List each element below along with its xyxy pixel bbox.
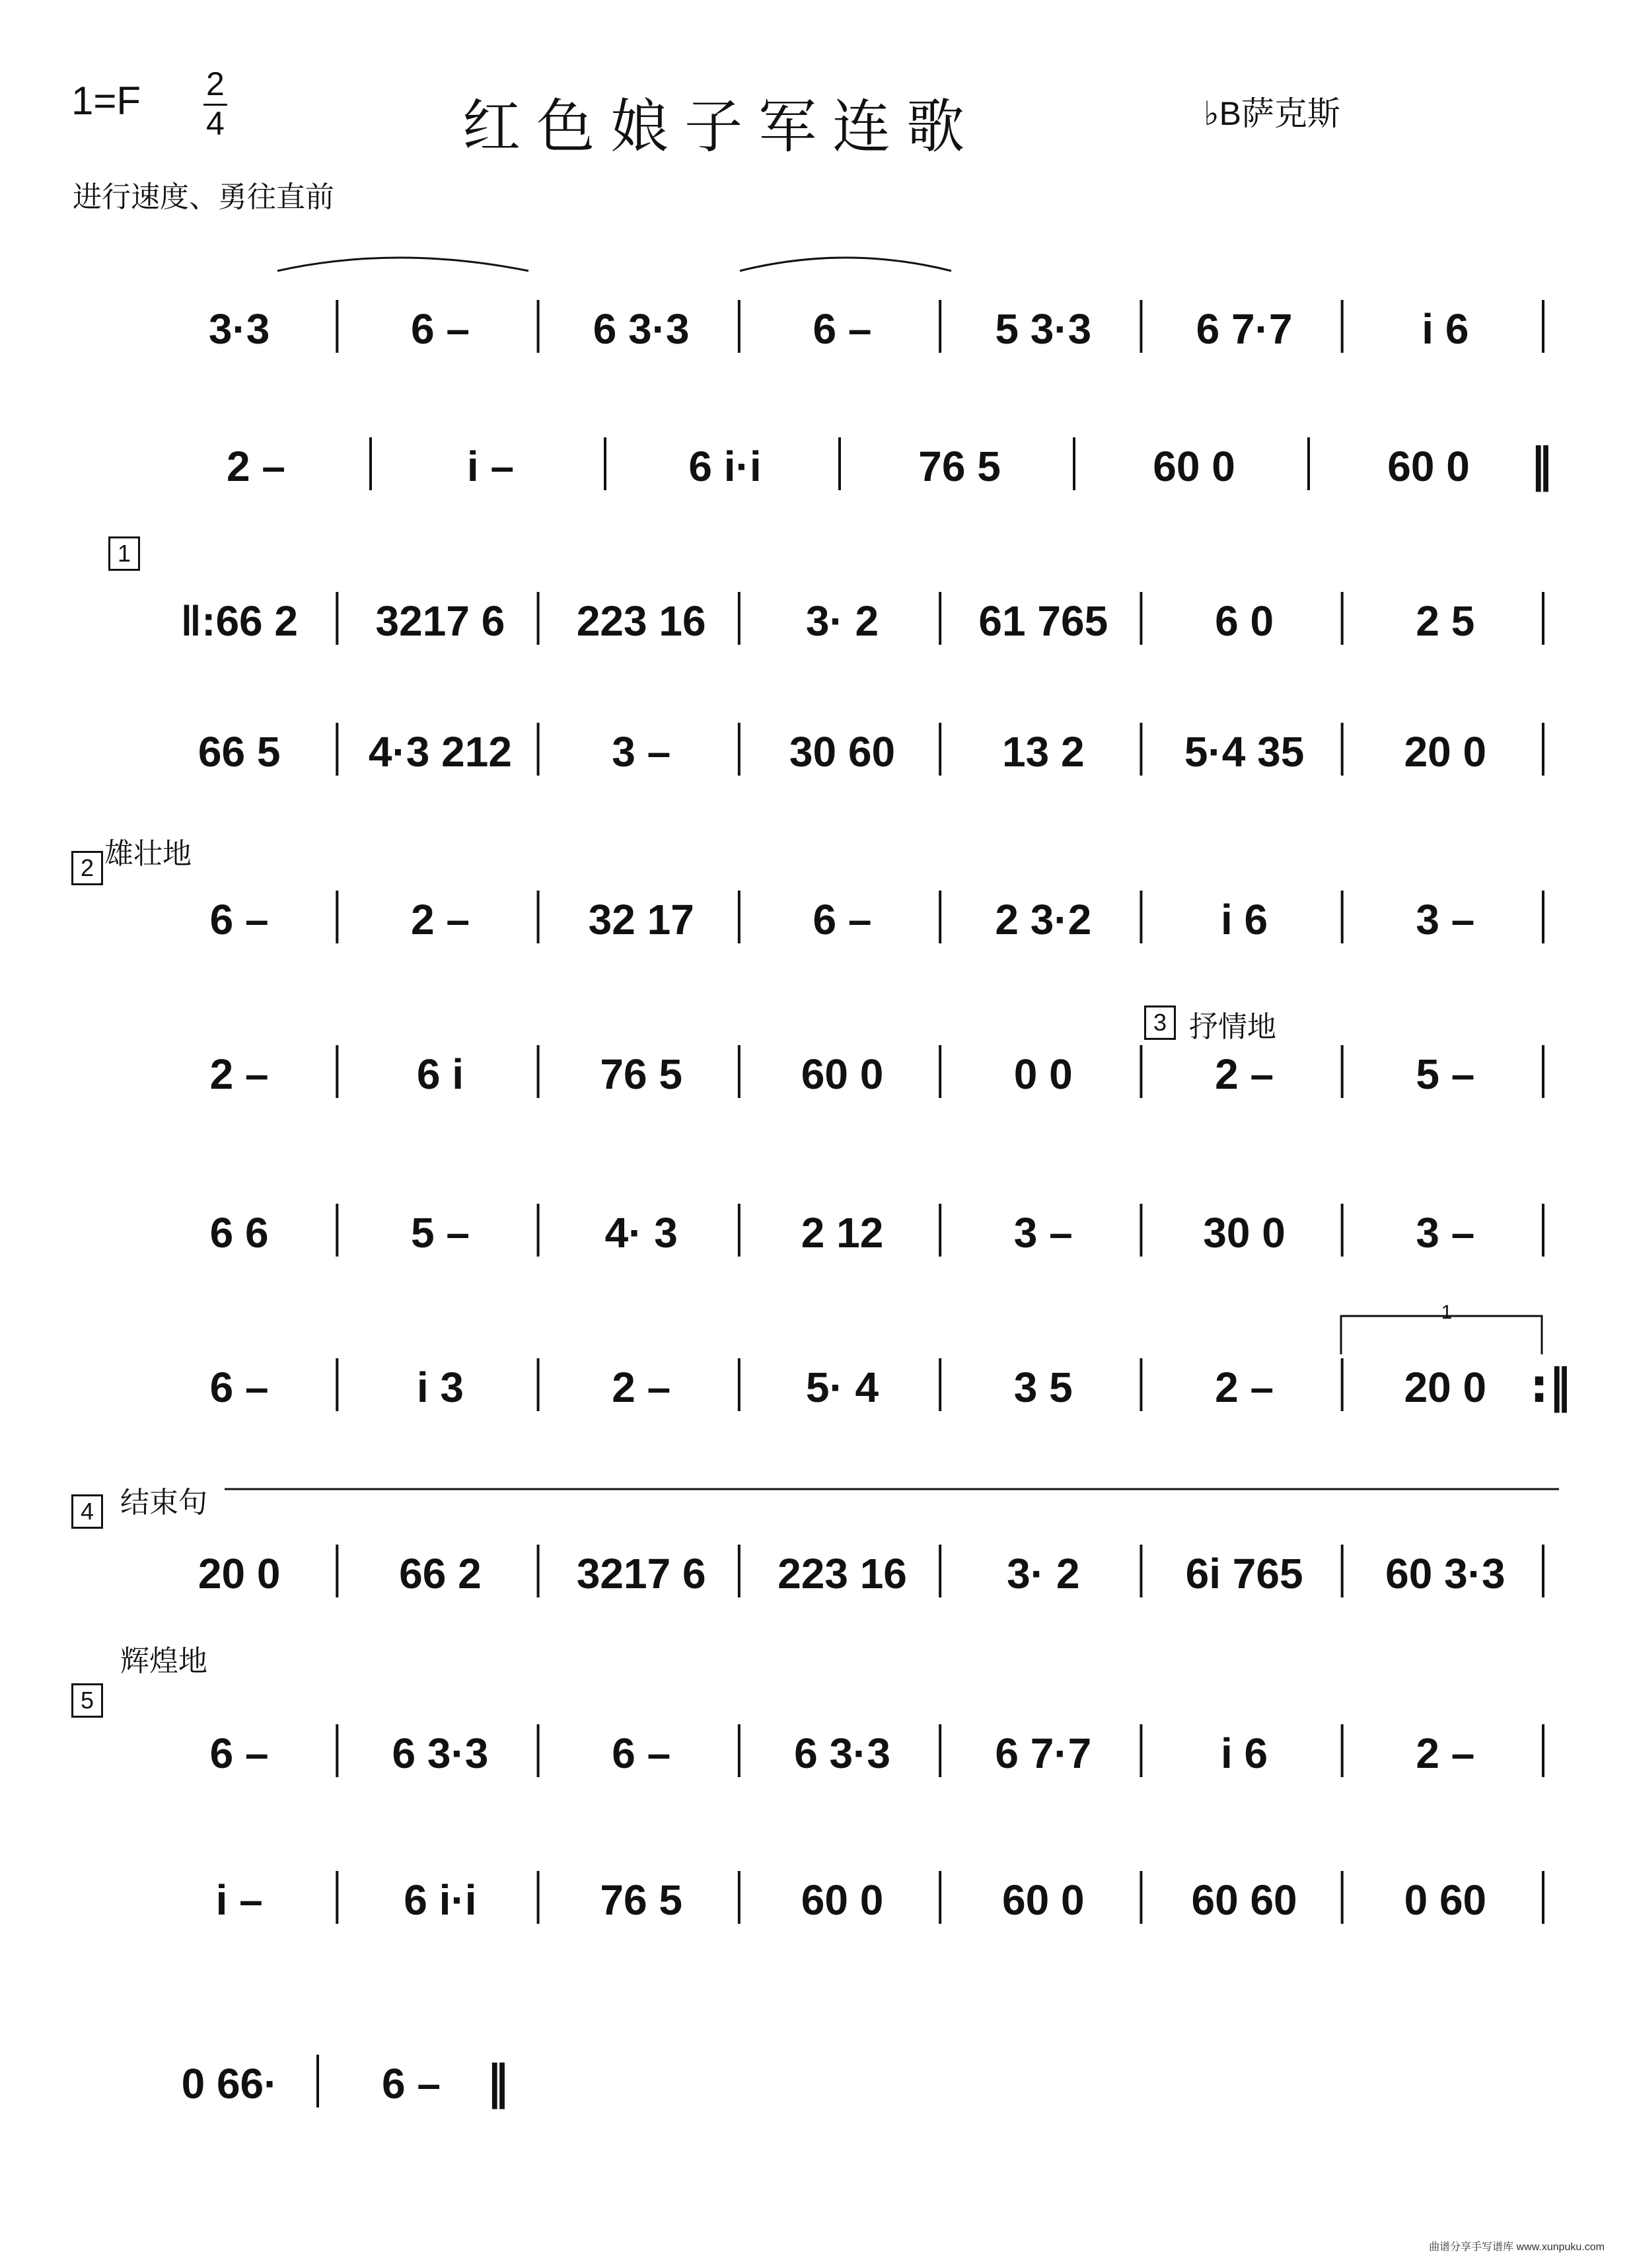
- key-signature: 1=F: [71, 79, 141, 123]
- line-8-measure-4: 5· 4: [805, 1364, 879, 1411]
- line-9-measure-1: 20 0: [198, 1550, 281, 1597]
- slur-line-1-a: [277, 258, 528, 271]
- line-8-measure-2: i 3: [416, 1364, 464, 1411]
- line-12-measure-1: 0 66·: [181, 2060, 278, 2107]
- line-7-measure-5: 3 –: [1013, 1209, 1073, 1257]
- line-9-measure-2: 66 2: [399, 1550, 482, 1597]
- line-10-measure-1: 6 –: [209, 1730, 269, 1777]
- tempo-marking: 进行速度、勇往直前: [73, 181, 334, 213]
- line-7-measure-6: 30 0: [1203, 1209, 1286, 1257]
- line-7-measure-7: 3 –: [1416, 1209, 1475, 1257]
- line-2-final-barline: ‖: [1530, 438, 1553, 492]
- line-2-measure-1: 2 –: [227, 443, 285, 490]
- line-10-measure-7: 2 –: [1416, 1730, 1475, 1777]
- line-5-measure-6: i 6: [1220, 896, 1268, 943]
- line-9-measure-3: 3217 6: [576, 1550, 706, 1597]
- line-5-measure-1: 6 –: [209, 896, 269, 943]
- line-6-measure-5: 0 0: [1013, 1050, 1073, 1098]
- line-2-measure-5: 60 0: [1153, 443, 1235, 490]
- line-10-measure-2: 6 3·3: [392, 1730, 489, 1777]
- line-10-measure-5: 6 7·7: [995, 1730, 1092, 1777]
- line-3-measure-1: ‖:66 2: [180, 597, 299, 645]
- line-3-measure-6: 6 0: [1215, 597, 1274, 645]
- slur-line-1-b: [740, 258, 951, 271]
- line-10-measure-6: i 6: [1220, 1730, 1268, 1777]
- line-1-measure-7: i 6: [1422, 305, 1469, 353]
- line-3-measure-3: 223 16: [576, 597, 706, 645]
- line-10-measure-4: 6 3·3: [794, 1730, 890, 1777]
- line-1-measure-3: 6 3·3: [593, 305, 690, 353]
- expression-lyrical: 抒情地: [1189, 1011, 1276, 1043]
- line-2-measure-4: 76 5: [918, 443, 1001, 490]
- line-9-measure-5: 3· 2: [1007, 1550, 1080, 1597]
- line-2-measure-3: 6 i·i: [688, 443, 762, 490]
- line-8-measure-5: 3 5: [1013, 1364, 1073, 1411]
- line-3-measure-4: 3· 2: [805, 597, 879, 645]
- line-11-measure-3: 76 5: [600, 1876, 682, 1924]
- section-box-3: 3: [1144, 1006, 1176, 1040]
- line-6-measure-1: 2 –: [209, 1050, 269, 1098]
- line-7-measure-2: 5 –: [410, 1209, 470, 1257]
- line-6-measure-6: 2 –: [1215, 1050, 1274, 1098]
- line-4-measure-6: 5·4 35: [1184, 728, 1305, 776]
- line-8-measure-6: 2 –: [1215, 1364, 1274, 1411]
- line-9-measure-4: 223 16: [778, 1550, 907, 1597]
- line-11-measure-6: 60 60: [1191, 1876, 1297, 1924]
- section-box-2: 2: [71, 851, 103, 885]
- section-box-4: 4: [71, 1494, 103, 1529]
- line-7-measure-1: 6 6: [209, 1209, 269, 1257]
- expression-brilliant: 辉煌地: [120, 1645, 207, 1677]
- line-7-measure-4: 2 12: [801, 1209, 884, 1257]
- section-box-5: 5: [71, 1683, 103, 1718]
- line-11-measure-5: 60 0: [1002, 1876, 1085, 1924]
- line-9-measure-6: 6i 765: [1185, 1550, 1303, 1597]
- line-1-measure-2: 6 –: [410, 305, 470, 353]
- line-10-measure-3: 6 –: [612, 1730, 671, 1777]
- line-5-measure-5: 2 3·2: [995, 896, 1092, 943]
- line-5-measure-7: 3 –: [1416, 896, 1475, 943]
- line-9-measure-7: 60 3·3: [1385, 1550, 1505, 1597]
- line-8-measure-1: 6 –: [209, 1364, 269, 1411]
- line-4-measure-7: 20 0: [1404, 728, 1487, 776]
- line-12-measure-2: 6 –: [382, 2060, 441, 2107]
- line-8-measure-7: 20 0: [1404, 1364, 1487, 1411]
- line-1-measure-1: 3·3: [208, 305, 270, 353]
- line-2-measure-6: 60 0: [1387, 443, 1470, 490]
- line-1-measure-5: 5 3·3: [995, 305, 1092, 353]
- instrument-label: ♭B萨克斯: [1204, 95, 1340, 132]
- line-1-measure-6: 6 7·7: [1196, 305, 1293, 353]
- line-6-measure-7: 5 –: [1416, 1050, 1475, 1098]
- line-11-measure-1: i –: [215, 1876, 263, 1924]
- line-5-measure-2: 2 –: [410, 896, 470, 943]
- watermark: 曲谱分享手写谱库 www.xunpuku.com: [1429, 2242, 1605, 2253]
- line-5-measure-4: 6 –: [813, 896, 872, 943]
- line-1-measure-4: 6 –: [813, 305, 872, 353]
- line-11-measure-2: 6 i·i: [404, 1876, 477, 1924]
- ending-phrase-label: 结束句: [120, 1486, 207, 1519]
- line-6-measure-3: 76 5: [600, 1050, 682, 1098]
- line-3-measure-7: 2 5: [1416, 597, 1475, 645]
- line-2-measure-2: i –: [466, 443, 515, 490]
- line-3-measure-5: 61 765: [978, 597, 1108, 645]
- line-12-final-barline: ‖: [486, 2055, 509, 2109]
- line-4-measure-3: 3 –: [612, 728, 671, 776]
- line-11-measure-7: 0 60: [1404, 1876, 1487, 1924]
- time-signature-top: 2: [206, 65, 225, 102]
- expression-majestic: 雄壮地: [104, 838, 192, 870]
- line-4-measure-1: 66 5: [198, 728, 281, 776]
- volta-number: 1: [1441, 1301, 1453, 1323]
- line-4-measure-2: 4·3 212: [368, 728, 512, 776]
- line-6-measure-4: 60 0: [801, 1050, 884, 1098]
- line-8-measure-3: 2 –: [612, 1364, 671, 1411]
- line-7-measure-3: 4· 3: [604, 1209, 678, 1257]
- section-box-1: 1: [108, 536, 140, 571]
- song-title: 红色娘子军连歌: [462, 94, 981, 159]
- line-6-measure-2: 6 i: [416, 1050, 464, 1098]
- line-4-measure-4: 30 60: [789, 728, 896, 776]
- time-signature-bottom: 4: [206, 105, 225, 142]
- line-4-measure-5: 13 2: [1002, 728, 1085, 776]
- line-8-final-barline: :‖: [1530, 1359, 1572, 1413]
- line-3-measure-2: 3217 6: [375, 597, 505, 645]
- line-11-measure-4: 60 0: [801, 1876, 884, 1924]
- line-5-measure-3: 32 17: [588, 896, 694, 943]
